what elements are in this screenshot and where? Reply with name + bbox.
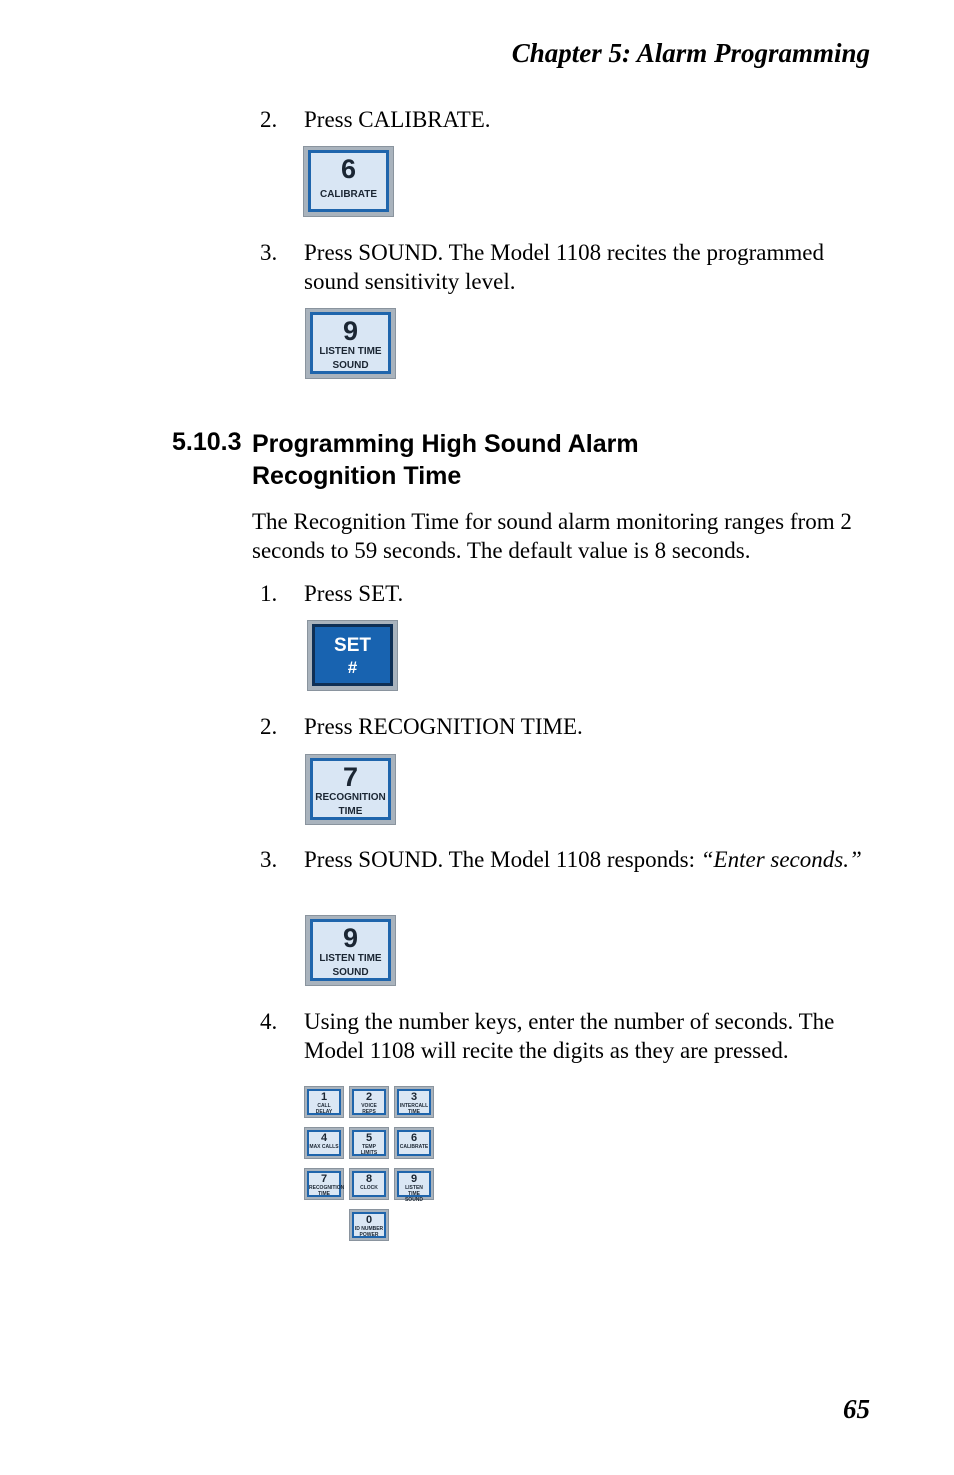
key-label: RECOGNITION: [315, 792, 386, 803]
keypad-key-3: 3 INTERCALL TIME: [394, 1086, 434, 1118]
key-label: SOUND: [332, 360, 369, 371]
step-number: 1.: [260, 581, 278, 606]
section-title: Programming High Sound Alarm Recognition Time: [252, 430, 639, 490]
key-label: SET: [334, 635, 371, 656]
key-digit: 9: [342, 316, 359, 346]
keypad-key-7: 7 RECOGNITION TIME: [304, 1168, 344, 1200]
step-text: Press CALIBRATE.: [304, 107, 491, 132]
number-keypad: [300, 1082, 440, 1242]
key-label: CALIBRATE: [319, 189, 378, 200]
running-head: Chapter 5: Alarm Programming: [511, 38, 870, 68]
step-number: 3.: [260, 847, 278, 872]
step-text: [304, 845, 874, 874]
step-text: Press SET.: [304, 581, 404, 606]
step-text-quote: “Enter seconds.”: [700, 847, 862, 872]
keypad-key-9: 9 LISTEN TIME SOUND: [394, 1168, 434, 1200]
keypad-key-0: 0 ID NUMBER POWER: [349, 1209, 389, 1241]
step-text: Using the number keys, enter the number of seconds. The Model 1108 will recite the digits as they are pressed.: [304, 1009, 835, 1063]
step-enter-number: [260, 1007, 880, 1067]
calibrate-key: [303, 146, 394, 217]
step-number: 2.: [260, 107, 278, 132]
key-label: TIME: [338, 806, 363, 817]
step-number: 3.: [260, 240, 278, 265]
step-text-plain: Press SOUND. The Model 1108 responds:: [304, 847, 701, 872]
step-number: 2.: [260, 714, 278, 739]
key-label: LISTEN TIME: [319, 953, 382, 964]
keypad-key-5: 5 TEMP LIMITS: [349, 1127, 389, 1159]
key-label: SOUND: [332, 967, 369, 978]
step-text: Press RECOGNITION TIME.: [304, 714, 583, 739]
sound-key: [305, 915, 396, 986]
key-digit: 9: [342, 923, 359, 953]
step-press-recognition-time: [260, 712, 880, 742]
step-press-sound: [260, 238, 880, 298]
keypad-key-6: 6 CALIBRATE: [394, 1127, 434, 1159]
keypad-key-8: 8 CLOCK: [349, 1168, 389, 1200]
keypad-key-4: 4 MAX CALLS: [304, 1127, 344, 1159]
set-key: [307, 620, 398, 691]
step-press-set: [260, 579, 880, 609]
section-intro: The Recognition Time for sound alarm monitoring ranges from 2 seconds to 59 seconds. The default value is 8 seconds.: [252, 509, 852, 563]
key-digit: 7: [342, 762, 359, 792]
keypad-key-2: 2 VOICE REPS: [349, 1086, 389, 1118]
key-digit: 6: [340, 154, 357, 184]
sound-key: [305, 308, 396, 379]
key-symbol: #: [347, 658, 358, 677]
recognition-time-key: [305, 754, 396, 825]
step-press-sound-enter-seconds: [260, 845, 880, 905]
step-press-calibrate: [260, 105, 880, 135]
step-text: Press SOUND. The Model 1108 recites the programmed sound sensitivity level.: [304, 240, 824, 294]
section-number: 5.10.3: [172, 428, 242, 456]
keypad-key-1: 1 CALL DELAY: [304, 1086, 344, 1118]
step-number: 4.: [260, 1009, 278, 1034]
page-number: 65: [843, 1394, 870, 1424]
key-label: LISTEN TIME: [319, 346, 382, 357]
